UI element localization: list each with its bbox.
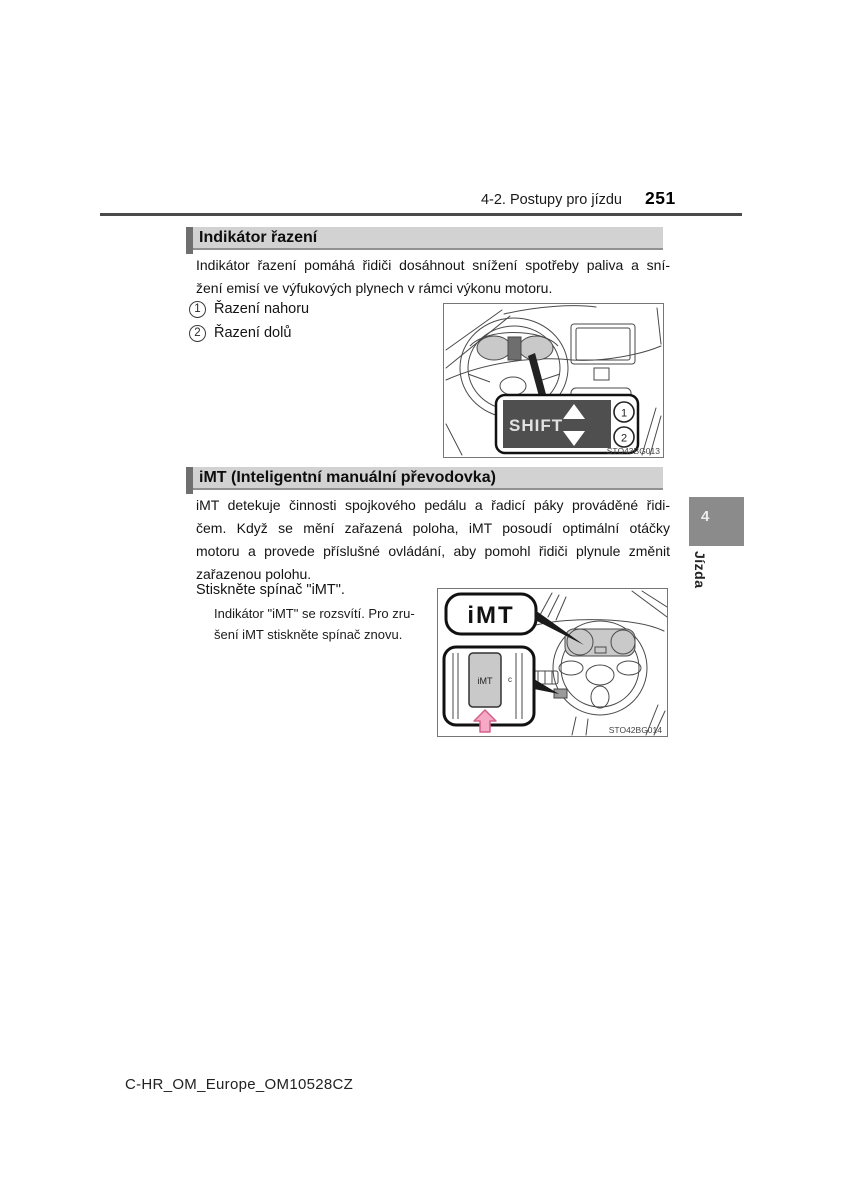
note-text: [214, 604, 464, 645]
list-item: [189, 324, 291, 342]
paragraph-line: iMT detekuje činnosti spojkového pedálu a řadicí páky prováděné řidi-: [196, 497, 670, 513]
gauge-right: [611, 630, 635, 654]
imt-callout-label: iMT: [467, 602, 515, 629]
note-line: šení iMT stiskněte spínač znovu.: [214, 626, 403, 642]
chapter-label: Jízda: [692, 551, 708, 589]
gauge-right: [519, 336, 553, 360]
paragraph-line: žení emisí ve výfukových plynech v rámci výkonu motoru.: [196, 280, 553, 296]
imt-name-callout: [446, 594, 536, 634]
note-line: Indikátor "iMT" se rozsvítí. Pro zru-: [214, 606, 415, 621]
section1-paragraph: [196, 254, 670, 300]
circled-number-1-icon: 1: [189, 301, 206, 318]
section-bar-accent: [186, 227, 193, 254]
paragraph-line: Indikátor řazení pomáhá řidiči dosáhnout snížení spotřeby paliva a sní-: [196, 257, 670, 273]
header-section-title: 4-2. Postupy pro jízdu: [480, 192, 622, 208]
header-rule: [100, 213, 742, 216]
shift-callout: [496, 395, 638, 453]
paragraph-line: motoru a provede příslušné ovládání, aby pomohl řidiči plynule změnit: [196, 543, 670, 559]
paragraph-line: čem. Když se mění zařazená poloha, iMT posoudí optimální otáčky: [196, 520, 670, 536]
figure-marker-2-number: 2: [620, 432, 628, 445]
figure-marker-1-number: 1: [620, 407, 628, 420]
header-page-number: 251: [645, 188, 676, 208]
section2-paragraph: [196, 494, 670, 586]
section-bar-imt: [186, 467, 663, 490]
figure-imt-switch: [437, 588, 668, 737]
gauge-left: [567, 629, 593, 655]
section-title: Indikátor řazení: [199, 229, 318, 246]
section-title: iMT (Inteligentní manuální převodovka): [199, 469, 496, 486]
shift-indicator-display: [508, 337, 521, 360]
paragraph-line: zařazenou polohu.: [196, 566, 312, 582]
instruction-text: Stiskněte spínač "iMT".: [196, 582, 345, 598]
section-bar-accent: [186, 467, 193, 494]
chapter-number: 4: [701, 508, 710, 525]
figure-code: STO42BG014: [608, 725, 662, 735]
figure-code: STO43BG013: [606, 446, 660, 456]
imt-switch-location: [554, 689, 567, 698]
dashboard-line-art: [444, 304, 663, 457]
document-code: C-HR_OM_Europe_OM10528CZ: [125, 1076, 354, 1093]
imt-button-callout: [444, 647, 534, 732]
circled-number-2-icon: 2: [189, 325, 206, 342]
list-item-label: Řazení nahoru: [214, 301, 310, 317]
section-bar-shift-indicator: [186, 227, 663, 250]
imt-button-label: iMT: [477, 676, 493, 686]
list-item-label: Řazení dolů: [214, 325, 292, 341]
panel-side-mark: c: [508, 675, 512, 684]
shift-label: SHIFT: [509, 416, 564, 435]
list-item: [189, 300, 309, 318]
gauge-left: [477, 336, 511, 360]
chapter-tab: [689, 497, 744, 546]
steering-wheel-art: [532, 621, 647, 715]
figure-shift-indicator: [443, 303, 664, 458]
imt-line-art: [438, 589, 667, 736]
